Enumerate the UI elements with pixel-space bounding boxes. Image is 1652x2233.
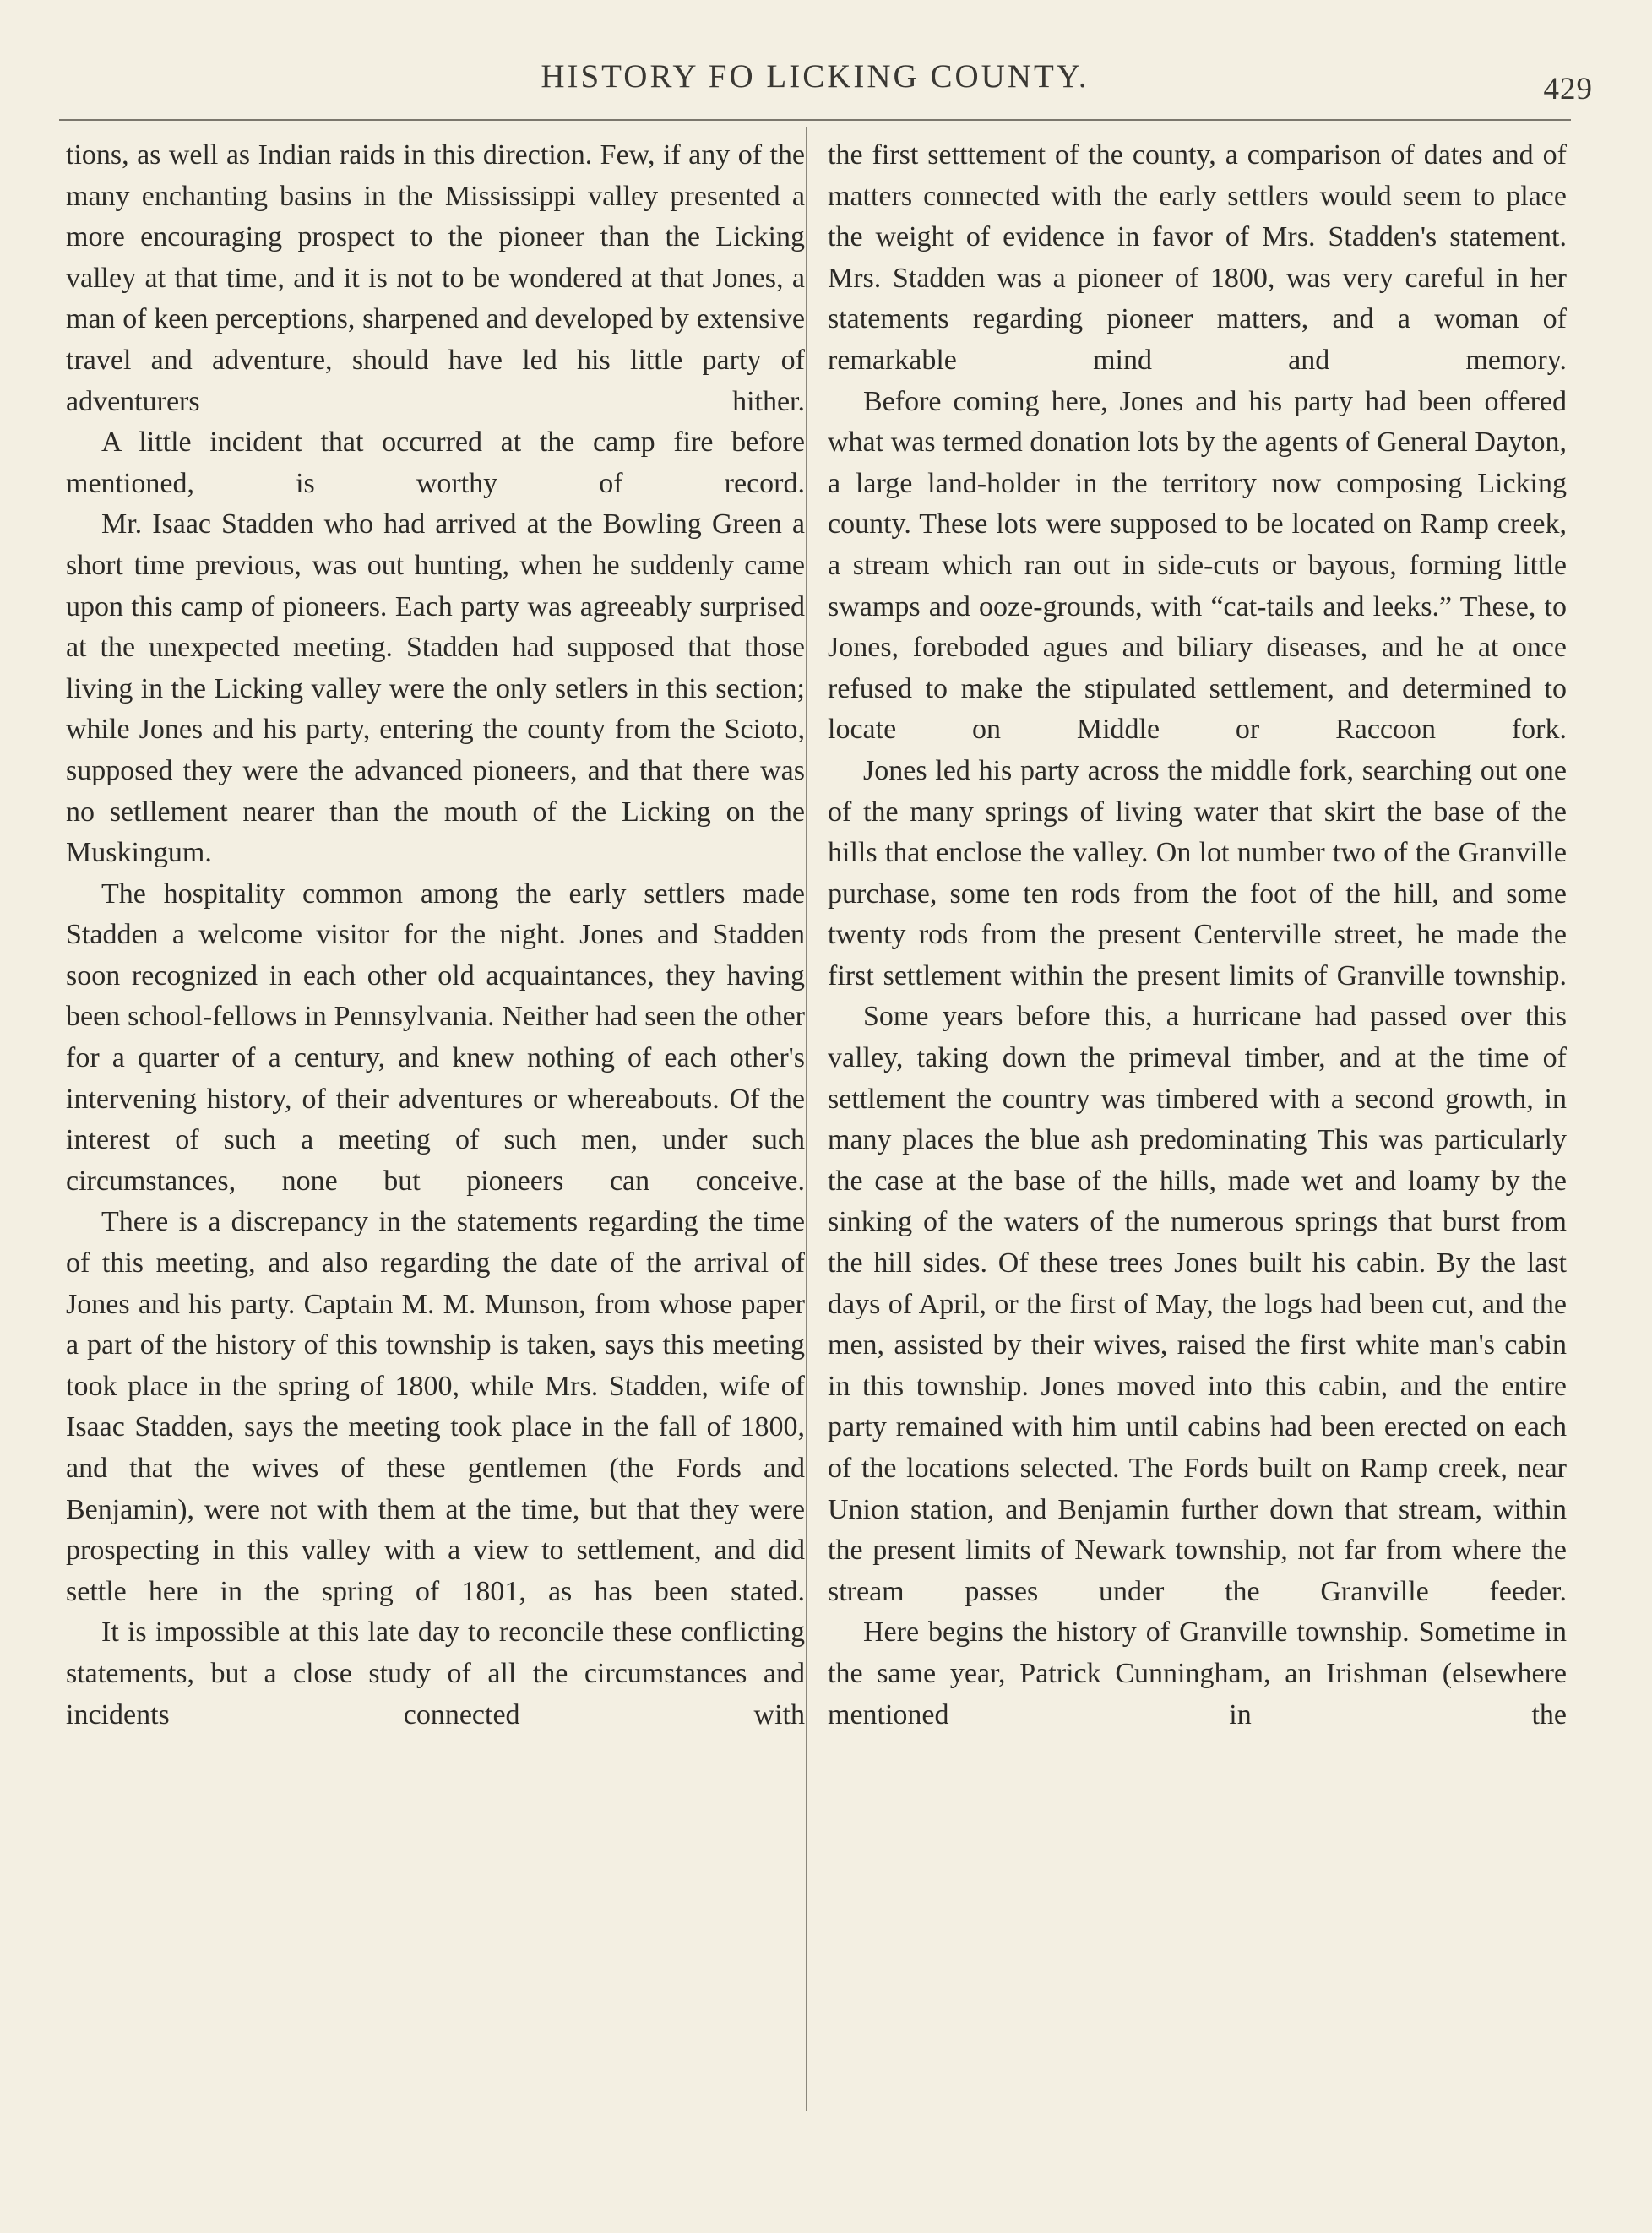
paragraph: Before coming here, Jones and his party had been offered what was termed donation lots by the agents of General Dayton, a large land-holder in the territory now composing Licking county. These lots were supposed to be located on Ramp creek, a stream which ran out in side-cuts or bayous, forming little swamps and ooze-grounds, with “cat-tails and leeks.” These, to Jones, foreboded agues and biliary diseases, and he at once refused to make the stipulated settlement, and determined to locate on Middle or Raccoon fork.: [828, 385, 1567, 746]
paragraph: It is impossible at this late day to reconcile these conflicting statements, but a close study of all the circumstances and incidents connected with: [66, 1616, 805, 1730]
paragraph: Jones led his party across the middle fork, searching out one of the many springs of living water that skirt the base of the hills that enclose the valley. On lot number two of the Granville purchase, some ten rods from the foot of the hill, and some twenty rods from the present Centerville street, he made the first settlement within the present limits of Granville township.: [828, 754, 1567, 992]
paragraph: The hospitality common among the early settlers made Stadden a welcome visitor for the night. Jones and Stadden soon recognized in each other old acquaintances, they having been school-fellows in Pennsylvania. Neither had seen the other for a quarter of a century, and knew nothing of each other's intervening history, of their adventures or whereabouts. Of the interest of such a meeting of such men, under such circumstances, none but pioneers can conceive.: [66, 877, 805, 1197]
paragraph: Some years before this, a hurricane had passed over this valley, taking down the primeval timber, and at the time of settlement the country was timbered with a second growth, in many places the blue ash predominating This was particularly the case at the base of the hills, made wet and loamy by the sinking of the waters of the numerous springs that burst from the hill sides. Of these trees Jones built his cabin. By the last days of April, or the first of May, the logs had been cut, and the men, assisted by their wives, raised the first white man's cabin in this township. Jones moved into this cabin, and the entire party remained with him until cabins had been erected on each of the locations selected. The Fords built on Ramp creek, near Union station, and Benjamin further down that stream, within the present limits of Newark township, not far from where the stream passes under the Granville feeder.: [828, 1001, 1567, 1607]
paragraph: Mr. Isaac Stadden who had arrived at the Bowling Green a short time previous, was out hunting, when he suddenly came upon this camp of pioneers. Each party was agreeably surprised at the unexpected meeting. Stadden had supposed that those living in the Licking valley were the only setlers in this section; while Jones and his party, entering the county from the Scioto, supposed they were the advanced pioneers, and that there was no setllement nearer than the mouth of the Licking on the Muskingum.: [66, 508, 805, 869]
page-number: 429: [1543, 72, 1593, 106]
right-column: [828, 135, 1567, 1736]
left-column: [66, 135, 805, 1736]
paragraph: the first setttement of the county, a comparison of dates and of matters connected with the early settlers would seem to place the weight of evidence in favor of Mrs. Stadden's statement. Mrs. Stadden was a pioneer of 1800, was very careful in her statements regarding pioneer matters, and a woman of remarkable mind and memory.: [828, 139, 1567, 376]
header-rule: [59, 119, 1571, 121]
paragraph: Here begins the history of Granville township. Sometime in the same year, Patrick Cunningham, an Irishman (elsewhere mentioned in the: [828, 1616, 1567, 1730]
running-title: HISTORY FO LICKING COUNTY.: [541, 58, 1090, 95]
column-divider: [806, 127, 807, 2111]
paragraph: There is a discrepancy in the statements regarding the time of this meeting, and also regarding the date of the arrival of Jones and his party. Captain M. M. Munson, from whose paper a part of the history of this township is taken, says this meeting took place in the spring of 1800, while Mrs. Stadden, wife of Isaac Stadden, says the meeting took place in the fall of 1800, and that the wives of these gentlemen (the Fords and Benjamin), were not with them at the time, but that they were prospecting in this valley with a view to settlement, and did settle here in the spring of 1801, as has been stated.: [66, 1206, 805, 1607]
paragraph: A little incident that occurred at the camp fire before mentioned, is worthy of record.: [66, 426, 805, 499]
paragraph: tions, as well as Indian raids in this direction. Few, if any of the many enchanting basins in the Mississippi valley presented a more encouraging prospect to the pioneer than the Licking valley at that time, and it is not to be wondered at that Jones, a man of keen perceptions, sharpened and developed by extensive travel and adventure, should have led his little party of adventurers hither.: [66, 139, 805, 417]
page-header: [59, 57, 1593, 108]
